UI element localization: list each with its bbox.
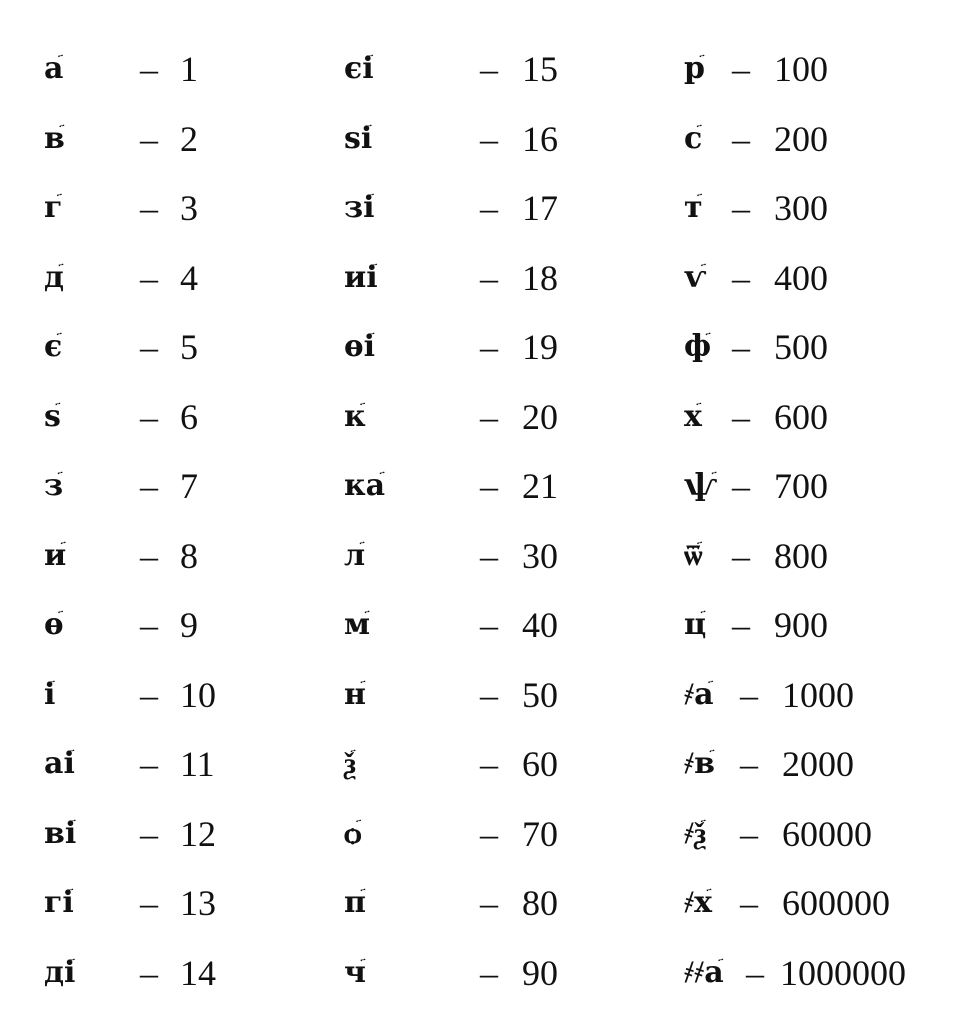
arabic-value: 11: [180, 744, 215, 784]
numeral-letter: с: [684, 120, 703, 156]
dash-separator: –: [740, 883, 758, 923]
dash-separator: –: [740, 813, 758, 854]
dash-separator: –: [140, 813, 158, 854]
arabic-value: 40: [522, 605, 558, 645]
dash-separator: –: [732, 605, 750, 645]
numeral-letter: ҂ѯ: [684, 815, 707, 851]
cyrillic-numeral: [344, 938, 366, 1008]
arabic-value: 6: [180, 396, 198, 437]
dash-separator: –: [480, 952, 498, 993]
arabic-value: 17: [522, 188, 558, 228]
numeral-letter: ві: [44, 815, 77, 851]
dash-separator: –: [480, 188, 498, 228]
cyrillic-numeral: [344, 312, 375, 382]
dash-separator: –: [480, 49, 498, 89]
numeral-letter: ѯ: [344, 746, 357, 781]
cyrillic-numeral: [44, 590, 64, 660]
cyrillic-numeral: [344, 243, 378, 313]
arabic-value: 9: [180, 605, 198, 645]
numeral-letter: ц: [684, 607, 707, 642]
numeral-letter: ѿ: [684, 537, 703, 573]
arabic-value: 5: [180, 327, 198, 367]
numeral-letter: в: [44, 120, 65, 156]
cyrillic-numeral: [344, 521, 366, 591]
dash-separator: –: [140, 49, 158, 89]
numeral-letter: н: [344, 676, 366, 712]
cyrillic-numeral: [684, 312, 712, 382]
numeral-letter: з: [44, 468, 64, 503]
cyrillic-numeral: [344, 104, 373, 174]
cyrillic-numeral: [44, 34, 64, 104]
arabic-value: 4: [180, 257, 198, 298]
cyrillic-numeral: [344, 868, 366, 938]
cyrillic-numeral: [344, 660, 366, 730]
arabic-value: 700: [774, 466, 828, 506]
numeral-letter: иі: [344, 259, 378, 295]
cyrillic-numeral: [684, 382, 702, 452]
cyrillic-numeral: [344, 451, 386, 521]
dash-separator: –: [480, 396, 498, 437]
dash-separator: –: [732, 257, 750, 298]
dash-separator: –: [480, 118, 498, 159]
numeral-letter: є: [44, 329, 63, 364]
cyrillic-numeral: [684, 729, 715, 799]
dash-separator: –: [140, 396, 158, 437]
numeral-letter: ҂҂а: [684, 954, 724, 990]
cyrillic-numeral: [44, 312, 63, 382]
dash-separator: –: [480, 327, 498, 367]
cyrillic-numeral: [684, 104, 703, 174]
arabic-value: 30: [522, 535, 558, 576]
cyrillic-numeral: [44, 868, 74, 938]
numeral-letter: ч: [344, 954, 366, 990]
numeral-letter: і: [44, 676, 56, 712]
dash-separator: –: [746, 952, 764, 993]
numeral-letter: ѻ: [344, 815, 362, 851]
numeral-letter: м: [344, 607, 371, 642]
arabic-value: 20: [522, 396, 558, 437]
numeral-letter: и: [44, 537, 67, 573]
numeral-letter: а: [44, 51, 64, 86]
numeral-letter: гі: [44, 885, 74, 920]
cyrillic-numeral: [44, 938, 76, 1008]
arabic-value: 70: [522, 813, 558, 854]
arabic-value: 14: [180, 952, 216, 993]
cyrillic-numeral: [684, 173, 703, 243]
cyrillic-numeral: [344, 173, 375, 243]
cyrillic-numeral: [344, 34, 374, 104]
dash-separator: –: [740, 744, 758, 784]
cyrillic-numeral: [684, 451, 718, 521]
numeral-letter: ҂х: [684, 885, 713, 920]
numeral-letter: ді: [44, 954, 76, 990]
dash-separator: –: [140, 118, 158, 159]
dash-separator: –: [140, 466, 158, 506]
dash-separator: –: [140, 605, 158, 645]
dash-separator: –: [732, 396, 750, 437]
arabic-value: 1000: [782, 674, 854, 715]
arabic-value: 90: [522, 952, 558, 993]
dash-separator: –: [140, 744, 158, 784]
dash-separator: –: [480, 466, 498, 506]
arabic-value: 19: [522, 327, 558, 367]
arabic-value: 10: [180, 674, 216, 715]
arabic-value: 400: [774, 257, 828, 298]
dash-separator: –: [480, 744, 498, 784]
cyrillic-numeral: [44, 243, 64, 313]
arabic-value: 21: [522, 466, 558, 506]
numeral-letter: аі: [44, 746, 75, 781]
dash-separator: –: [140, 952, 158, 993]
cyrillic-numeral: [344, 382, 366, 452]
arabic-value: 600: [774, 396, 828, 437]
cyrillic-numeral: [684, 243, 707, 313]
arabic-value: 200: [774, 118, 828, 159]
numeral-letter: ѳ: [44, 607, 64, 642]
numeral-letter: ҂а: [684, 676, 714, 712]
cyrillic-numeral: [684, 660, 714, 730]
dash-separator: –: [140, 327, 158, 367]
cyrillic-numeral: [44, 173, 63, 243]
numeral-letter: к: [344, 398, 366, 434]
arabic-value: 3: [180, 188, 198, 228]
numeral-letter: г: [44, 190, 63, 225]
dash-separator: –: [480, 813, 498, 854]
dash-separator: –: [732, 49, 750, 89]
dash-separator: –: [480, 257, 498, 298]
arabic-value: 1: [180, 49, 198, 89]
numeral-letter: п: [344, 885, 366, 920]
cyrillic-numeral: [44, 660, 56, 730]
arabic-value: 60000: [782, 813, 872, 854]
cyrillic-numeral: [44, 382, 61, 452]
cyrillic-numeral: [684, 34, 705, 104]
arabic-value: 12: [180, 813, 216, 854]
dash-separator: –: [480, 883, 498, 923]
cyrillic-numeral: [344, 799, 362, 869]
dash-separator: –: [140, 674, 158, 715]
arabic-value: 7: [180, 466, 198, 506]
cyrillic-numeral: [344, 729, 357, 799]
cyrillic-numeral: [44, 799, 77, 869]
numeral-letter: ҂в: [684, 746, 715, 781]
numeral-letter: ѕі: [344, 120, 373, 156]
numeral-letter: т: [684, 190, 703, 225]
dash-separator: –: [732, 118, 750, 159]
cyrillic-numeral: [44, 729, 75, 799]
numeral-letter: ѳі: [344, 329, 375, 364]
cyrillic-numeral: [344, 590, 371, 660]
arabic-value: 13: [180, 883, 216, 923]
numeral-letter: ф: [684, 329, 712, 364]
cyrillic-numeral: [44, 104, 65, 174]
arabic-value: 18: [522, 257, 558, 298]
cyrillic-numeral: [684, 521, 703, 591]
arabic-value: 1000000: [780, 952, 906, 993]
arabic-value: 8: [180, 535, 198, 576]
numeral-letter: ѵ: [684, 259, 707, 295]
numeral-letter: х: [684, 398, 702, 434]
arabic-value: 2: [180, 118, 198, 159]
arabic-value: 500: [774, 327, 828, 367]
dash-separator: –: [740, 674, 758, 715]
dash-separator: –: [140, 535, 158, 576]
arabic-value: 60: [522, 744, 558, 784]
arabic-value: 16: [522, 118, 558, 159]
numeral-letter: л: [344, 537, 366, 573]
arabic-value: 900: [774, 605, 828, 645]
dash-separator: –: [140, 257, 158, 298]
dash-separator: –: [480, 674, 498, 715]
numeral-letter: ка: [344, 468, 386, 503]
dash-separator: –: [480, 535, 498, 576]
arabic-value: 50: [522, 674, 558, 715]
arabic-value: 100: [774, 49, 828, 89]
numeral-letter: д: [44, 259, 64, 295]
arabic-value: 2000: [782, 744, 854, 784]
cyrillic-numeral: [684, 799, 707, 869]
cyrillic-numeral: [684, 868, 713, 938]
dash-separator: –: [140, 188, 158, 228]
dash-separator: –: [480, 605, 498, 645]
arabic-value: 600000: [782, 883, 890, 923]
cyrillic-numeral: [44, 451, 64, 521]
cyrillic-numeral: [44, 521, 67, 591]
arabic-value: 15: [522, 49, 558, 89]
arabic-value: 800: [774, 535, 828, 576]
cyrillic-numeral: [684, 590, 707, 660]
numeral-letter: ѱ: [684, 468, 718, 503]
cyrillic-numeral: [684, 938, 724, 1008]
numeral-letter: єі: [344, 51, 374, 86]
dash-separator: –: [732, 327, 750, 367]
dash-separator: –: [732, 188, 750, 228]
numeral-letter: ѕ: [44, 398, 61, 434]
arabic-value: 300: [774, 188, 828, 228]
numeral-letter: р: [684, 51, 705, 86]
dash-separator: –: [732, 535, 750, 576]
numeral-letter: зі: [344, 190, 375, 225]
dash-separator: –: [140, 883, 158, 923]
dash-separator: –: [732, 466, 750, 506]
arabic-value: 80: [522, 883, 558, 923]
